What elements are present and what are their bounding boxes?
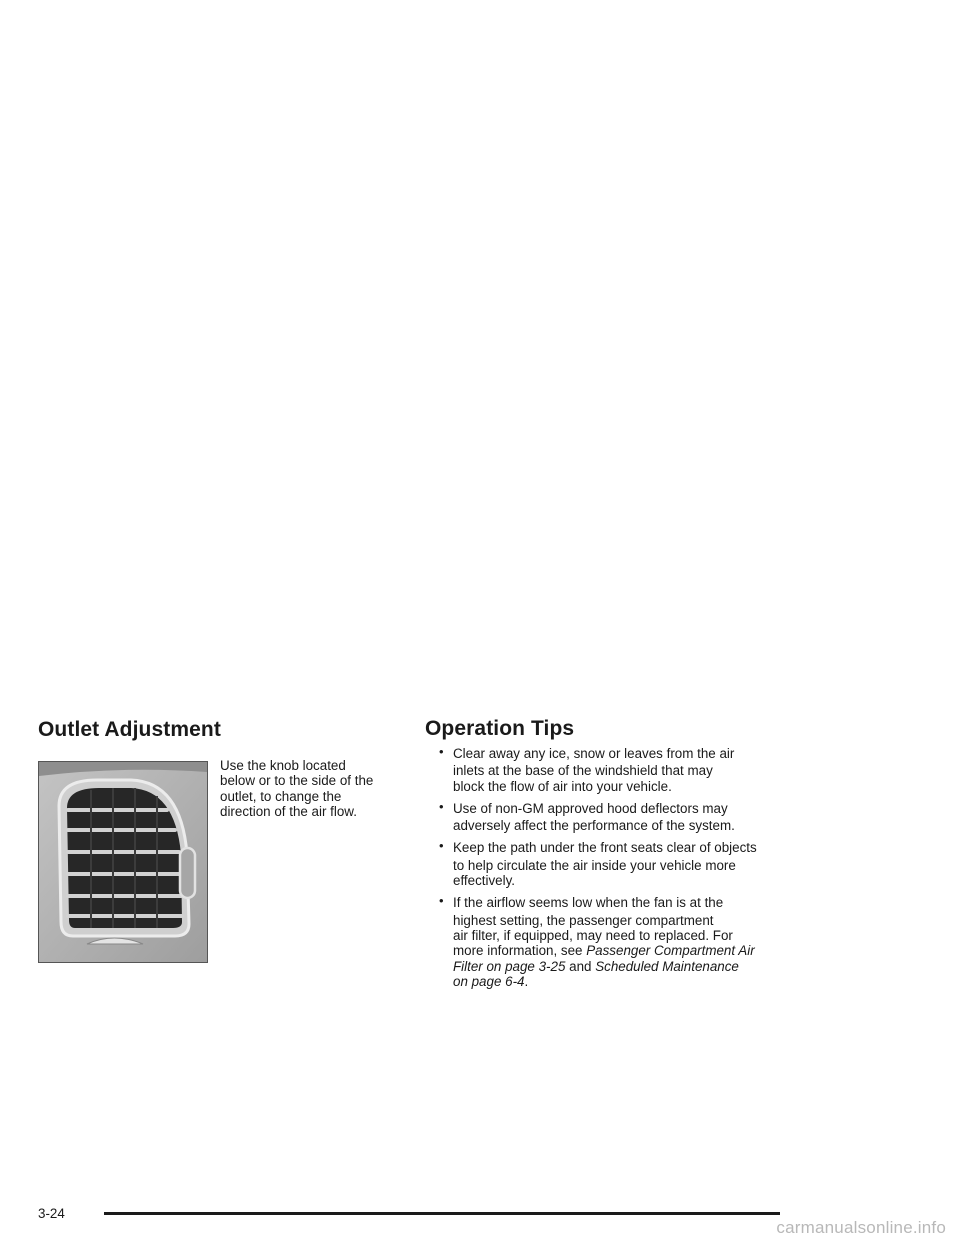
tip-line: highest setting, the passenger compartment xyxy=(453,912,714,928)
bullet-icon: • xyxy=(439,744,444,759)
list-item xyxy=(438,798,788,834)
ref-suffix: . xyxy=(524,973,529,989)
air-outlet-image xyxy=(39,762,207,962)
caption-line: direction of the air flow. xyxy=(220,804,357,820)
tip-line: If the airflow seems low when the fan is at the xyxy=(453,895,724,911)
watermark: carmanualsonline.info xyxy=(776,1218,946,1237)
caption-line: below or to the side of the xyxy=(220,773,374,789)
footer-divider xyxy=(104,1212,780,1215)
cross-reference-link[interactable]: on page 6-4 xyxy=(453,973,525,989)
section-title-operation-tips: Operation Tips xyxy=(425,717,575,740)
tip-line xyxy=(453,943,788,958)
tip-line: Keep the path under the front seats clear of objects xyxy=(453,840,757,856)
cross-reference-link[interactable]: Scheduled Maintenance xyxy=(595,958,739,974)
operation-tips-list xyxy=(438,746,788,996)
bullet-icon: • xyxy=(439,893,444,909)
list-item xyxy=(438,840,788,888)
tip-line: inlets at the base of the windshield that may xyxy=(453,763,713,779)
section-title-outlet-adjustment: Outlet Adjustment xyxy=(38,718,221,741)
list-item xyxy=(438,746,788,794)
tip-line xyxy=(453,974,788,989)
ref-joiner: and xyxy=(565,958,596,974)
air-outlet-illustration xyxy=(38,761,208,963)
tip-line: adversely affect the performance of the system. xyxy=(453,818,735,834)
caption-line: outlet, to change the xyxy=(220,788,342,804)
bullet-icon: • xyxy=(439,798,444,814)
tip-line: air filter, if equipped, may need to replaced. For xyxy=(453,927,733,943)
tip-line: Use of non-GM approved hood deflectors may xyxy=(453,800,728,816)
caption-line: Use the knob located xyxy=(220,758,346,773)
tip-line: block the flow of air into your vehicle. xyxy=(453,778,672,794)
cross-reference-link[interactable]: Filter on page 3-25 xyxy=(453,958,566,974)
tip-line: Clear away any ice, snow or leaves from the air xyxy=(453,746,735,761)
cross-reference-link[interactable]: Passenger Compartment Air xyxy=(586,943,755,959)
tip-line xyxy=(453,959,788,974)
page-number: 3-24 xyxy=(38,1206,65,1221)
bullet-icon: • xyxy=(439,838,444,854)
tip-line: to help circulate the air inside your vehicle more xyxy=(453,857,736,873)
list-item xyxy=(438,895,788,989)
outlet-caption xyxy=(220,758,390,820)
tip-line: effectively. xyxy=(453,873,516,889)
ref-prefix: more information, see xyxy=(453,943,587,959)
